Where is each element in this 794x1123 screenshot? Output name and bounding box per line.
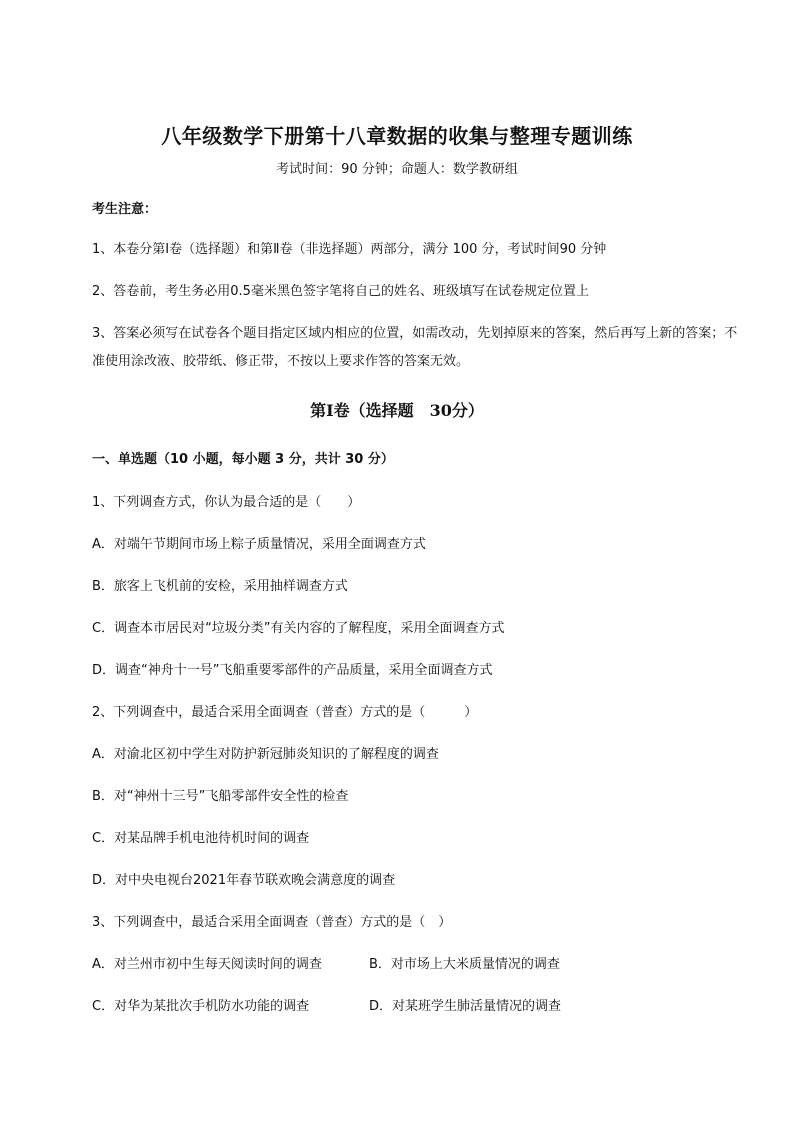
exam-info: 考试时间：90 分钟；命题人：数学教研组 — [276, 162, 518, 177]
question-option: B．对市场上大米质量情况的调查 — [369, 957, 560, 972]
question-option: B．对“神州十三号”飞船零部件安全性的检查 — [92, 789, 349, 804]
page-title: 八年级数学下册第十八章数据的收集与整理专题训练 — [161, 124, 633, 148]
question-option: D．调查“神舟十一号”飞船重要零部件的产品质量，采用全面调查方式 — [92, 663, 493, 678]
option-row — [92, 995, 561, 1019]
option-row — [92, 953, 560, 977]
question-stem: 1、下列调查方式，你认为最合适的是（ ） — [92, 495, 361, 510]
note-item: 1、本卷分第Ⅰ卷（选择题）和第Ⅱ卷（非选择题）两部分，满分 100 分，考试时间90 分钟 — [92, 242, 607, 257]
question-stem: 2、下列调查中，最适合采用全面调查（普查）方式的是（ ） — [92, 705, 478, 720]
section-title: 第Ⅰ卷（选择题 30分） — [310, 401, 484, 420]
question-option: C．对华为某批次手机防水功能的调查 — [92, 999, 310, 1014]
note-item: 3、答案必须写在试卷各个题目指定区域内相应的位置，如需改动，先划掉原来的答案，然后再写上新的答案；不准使用涂改液、胶带纸、修正带，不按以上要求作答的答案无效。 — [92, 326, 738, 369]
question-option: C．调查本市居民对“垃圾分类”有关内容的了解程度，采用全面调查方式 — [92, 621, 505, 636]
part-heading: 一、单选题（10 小题，每小题 3 分，共计 30 分） — [92, 452, 394, 467]
notes-heading: 考生注意： — [92, 202, 158, 217]
question-option: A．对兰州市初中生每天阅读时间的调查 — [92, 957, 322, 972]
question-stem: 3、下列调查中，最适合采用全面调查（普查）方式的是（ ） — [92, 915, 452, 930]
question-option: B．旅客上飞机前的安检，采用抽样调查方式 — [92, 579, 348, 594]
question-option: A．对渝北区初中学生对防护新冠肺炎知识的了解程度的调查 — [92, 747, 439, 762]
note-item: 2、答卷前，考生务必用0.5毫米黑色签字笔将自己的姓名、班级填写在试卷规定位置上 — [92, 284, 589, 299]
question-option: A．对端午节期间市场上粽子质量情况，采用全面调查方式 — [92, 537, 426, 552]
question-option: D．对某班学生肺活量情况的调查 — [369, 999, 562, 1014]
question-option: D．对中央电视台2021年春节联欢晚会满意度的调查 — [92, 873, 396, 888]
question-option: C．对某品牌手机电池待机时间的调查 — [92, 831, 310, 846]
